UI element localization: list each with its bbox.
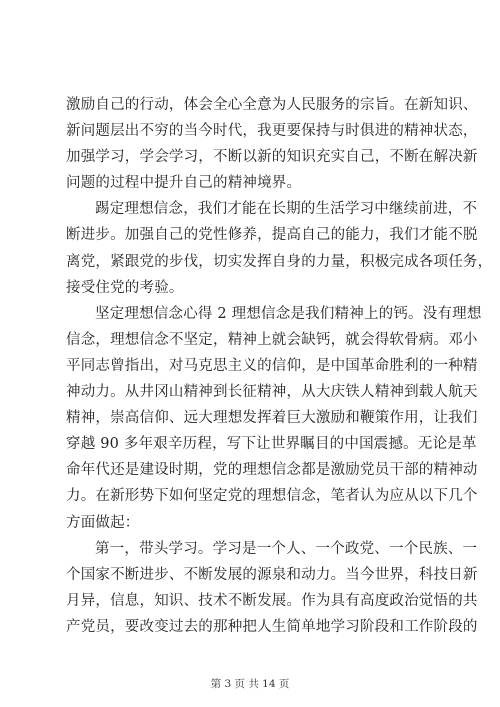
text-line: 方面做起： <box>66 514 140 531</box>
paragraph-3 <box>66 301 482 536</box>
text-line: 断进步。加强自己的党性修养，提高自己的能力，我们才能不脱 <box>66 227 478 244</box>
text-line: 个国家不断进步、不断发展的源泉和动力。当今世界，科技日新 <box>66 566 478 583</box>
text-line: 问题的过程中提升自己的精神境界。 <box>66 175 302 192</box>
paragraph-2 <box>66 196 493 300</box>
text-line: 信念，理想信念不坚定，精神上就会缺钙，就会得软骨病。邓小 <box>66 331 478 348</box>
text-line: 接受住党的考验。 <box>66 279 184 296</box>
text-line: 新问题层出不穷的当今时代，我更要保持与时俱进的精神状态， <box>66 123 478 140</box>
text-line: 第一，带头学习。学习是一个人、一个政党、一个民族、一 <box>95 540 478 557</box>
text-line: 激励自己的行动，体会全心全意为人民服务的宗旨。在新知识、 <box>66 97 478 113</box>
text-line: 离党，紧跟党的步伐，切实发挥自身的力量，积极完成各项任务， <box>66 253 493 270</box>
text-line: 月异，信息，知识、技术不断发展。作为具有高度政治觉悟的共 <box>66 592 478 609</box>
paragraph-1 <box>66 92 478 196</box>
text-line: 神动力。从井冈山精神到长征精神，从大庆铁人精神到载人航天 <box>66 384 478 401</box>
text-line: 精神，崇高信仰、远大理想发挥着巨大激励和鞭策作用，让我们 <box>66 410 478 427</box>
text-line: 坚定理想信念心得 2 理想信念是我们精神上的钙。没有理想 <box>95 305 482 322</box>
text-line: 加强学习，学会学习，不断以新的知识充实自己，不断在解决新 <box>66 149 478 166</box>
document-body <box>66 92 493 640</box>
text-line: 穿越 90 多年艰辛历程，写下让世界瞩目的中国震撼。无论是革 <box>66 436 477 453</box>
text-line: 踢定理想信念，我们才能在长期的生活学习中继续前进，不 <box>95 201 478 218</box>
page-number-footer: 第 3 页 共 14 页 <box>210 678 290 690</box>
paragraph-4 <box>66 536 478 640</box>
text-line: 力。在新形势下如何坚定党的理想信念，笔者认为应从以下几个 <box>66 488 478 505</box>
text-line: 平同志曾指出，对马克思主义的信仰，是中国革命胜利的一种精 <box>66 357 478 374</box>
text-line: 产党员，要改变过去的那种把人生简单地学习阶段和工作阶段的 <box>66 618 478 635</box>
text-line: 命年代还是建设时期，党的理想信念都是激励党员干部的精神动 <box>66 462 478 479</box>
